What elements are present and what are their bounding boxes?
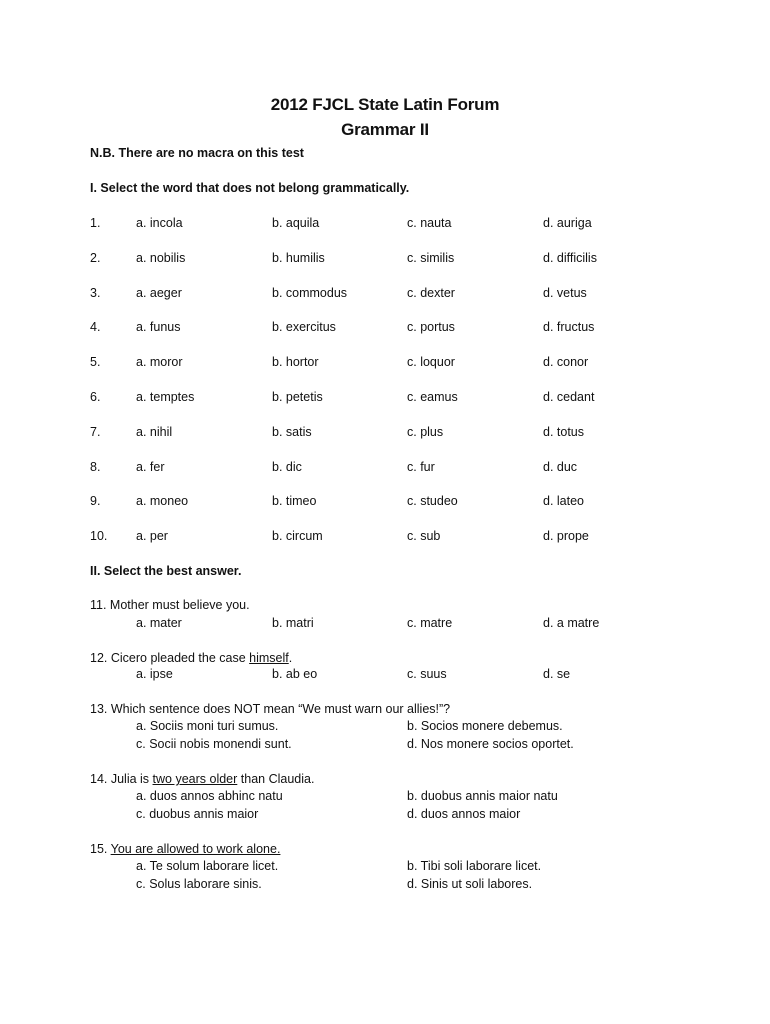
stem-text: 15. xyxy=(90,842,111,856)
option-d[interactable]: d. difficilis xyxy=(543,250,597,265)
question-number: 9. xyxy=(90,494,101,509)
option-b[interactable]: b. matri xyxy=(272,616,314,630)
option-d[interactable]: d. conor xyxy=(543,355,589,370)
stem-underlined: two years older xyxy=(152,772,238,786)
option-a[interactable]: a. Te solum laborare licet. xyxy=(136,859,279,873)
option-b[interactable]: b. ab eo xyxy=(272,667,318,681)
option-a[interactable]: a. Sociis moni turi sumus. xyxy=(136,719,279,733)
option-b[interactable]: b. timeo xyxy=(272,494,317,509)
option-d[interactable]: d. Sinis ut soli labores. xyxy=(407,877,533,891)
option-a[interactable]: a. moror xyxy=(136,355,183,370)
question-number: 2. xyxy=(90,250,101,265)
option-b[interactable]: b. Tibi soli laborare licet. xyxy=(407,859,542,873)
option-a[interactable]: a. per xyxy=(136,529,168,544)
option-a[interactable]: a. fer xyxy=(136,459,165,474)
question-number: 6. xyxy=(90,390,101,404)
option-c[interactable]: c. suus xyxy=(407,667,447,681)
option-c[interactable]: c. fur xyxy=(407,459,435,474)
option-c[interactable]: c. studeo xyxy=(407,494,458,509)
page-subtitle: Grammar II xyxy=(341,120,429,139)
option-d[interactable]: d. lateo xyxy=(543,494,585,509)
question-11-stem: 11. Mother must believe you. xyxy=(90,598,250,612)
option-d[interactable]: d. se xyxy=(543,667,571,681)
stem-text: 12. Cicero pleaded the case xyxy=(90,651,250,665)
option-d[interactable]: d. prope xyxy=(543,529,589,544)
question-number: 4. xyxy=(90,320,101,335)
question-12-options xyxy=(0,667,770,685)
stem-text-end: than Claudia. xyxy=(237,772,315,786)
question-15-stem xyxy=(90,842,280,856)
question-15-options-row1 xyxy=(0,859,770,877)
option-a[interactable]: a. temptes xyxy=(136,390,195,404)
option-c[interactable]: c. similis xyxy=(407,250,455,265)
option-c[interactable]: c. Socii nobis monendi sunt. xyxy=(136,737,292,751)
option-b[interactable]: b. dic xyxy=(272,459,302,474)
stem-underlined: You are allowed to work alone. xyxy=(110,842,281,856)
option-a[interactable]: a. funus xyxy=(136,320,181,335)
option-b[interactable]: b. hortor xyxy=(272,355,319,370)
question-12-stem xyxy=(90,651,292,665)
question-15-options-row2 xyxy=(0,877,770,895)
question-number: 3. xyxy=(90,285,101,300)
option-b[interactable]: b. aquila xyxy=(272,216,320,230)
option-c[interactable]: c. sub xyxy=(407,529,441,544)
question-number: 5. xyxy=(90,355,101,370)
question-number: 10. xyxy=(90,529,108,544)
question-13-options-row2 xyxy=(0,737,770,755)
option-c[interactable]: c. nauta xyxy=(407,216,452,230)
option-a[interactable]: a. aeger xyxy=(136,285,182,300)
question-14-options-row1 xyxy=(0,789,770,807)
option-b[interactable]: b. Socios monere debemus. xyxy=(407,719,563,733)
question-row xyxy=(0,494,770,512)
option-d[interactable]: d. cedant xyxy=(543,390,595,404)
question-row xyxy=(0,390,770,408)
question-row xyxy=(0,216,770,234)
option-d[interactable]: d. auriga xyxy=(543,216,592,230)
option-a[interactable]: a. nihil xyxy=(136,424,173,439)
question-row xyxy=(0,529,770,547)
option-c[interactable]: c. plus xyxy=(407,424,444,439)
option-a[interactable]: a. ipse xyxy=(136,667,173,681)
option-c[interactable]: c. duobus annis maior xyxy=(136,807,259,821)
question-row xyxy=(0,460,770,478)
question-13-options-row1 xyxy=(0,719,770,737)
option-a[interactable]: a. mater xyxy=(136,616,182,630)
option-c[interactable]: c. matre xyxy=(407,616,453,630)
option-c[interactable]: c. Solus laborare sinis. xyxy=(136,877,262,891)
question-13-stem: 13. Which sentence does NOT mean “We must warn our allies!”? xyxy=(90,702,451,716)
question-number: 1. xyxy=(90,216,101,230)
option-b[interactable]: b. duobus annis maior natu xyxy=(407,789,558,803)
option-d[interactable]: d. duos annos maior xyxy=(407,807,521,821)
option-d[interactable]: d. totus xyxy=(543,424,584,439)
option-c[interactable]: c. eamus xyxy=(407,390,458,404)
question-14-options-row2 xyxy=(0,807,770,825)
option-c[interactable]: c. dexter xyxy=(407,285,455,300)
option-b[interactable]: b. circum xyxy=(272,529,323,544)
option-b[interactable]: b. exercitus xyxy=(272,320,336,335)
stem-underlined: himself xyxy=(249,651,289,665)
question-number: 8. xyxy=(90,459,101,474)
question-row xyxy=(0,251,770,269)
option-a[interactable]: a. moneo xyxy=(136,494,189,509)
option-b[interactable]: b. humilis xyxy=(272,250,325,265)
option-b[interactable]: b. petetis xyxy=(272,390,323,404)
question-row xyxy=(0,425,770,443)
option-b[interactable]: b. commodus xyxy=(272,285,348,300)
option-a[interactable]: a. nobilis xyxy=(136,250,186,265)
option-b[interactable]: b. satis xyxy=(272,424,312,439)
question-row xyxy=(0,355,770,373)
note: N.B. There are no macra on this test xyxy=(90,146,304,160)
section1-heading: I. Select the word that does not belong grammatically. xyxy=(90,181,410,195)
question-row xyxy=(0,286,770,304)
option-d[interactable]: d. a matre xyxy=(543,616,600,630)
question-14-stem xyxy=(90,772,314,786)
section2-heading: II. Select the best answer. xyxy=(90,564,242,578)
question-11-options xyxy=(0,616,770,634)
option-d[interactable]: d. vetus xyxy=(543,285,587,300)
option-a[interactable]: a. duos annos abhinc natu xyxy=(136,789,283,803)
stem-text-end: . xyxy=(288,651,293,665)
option-c[interactable]: c. loquor xyxy=(407,355,455,370)
option-d[interactable]: d. fructus xyxy=(543,320,595,335)
option-d[interactable]: d. duc xyxy=(543,459,578,474)
option-c[interactable]: c. portus xyxy=(407,320,455,335)
question-row xyxy=(0,320,770,338)
question-number: 7. xyxy=(90,424,101,439)
page-title: 2012 FJCL State Latin Forum xyxy=(270,95,500,114)
option-a[interactable]: a. incola xyxy=(136,216,183,230)
stem-text: 14. Julia is xyxy=(90,772,153,786)
option-d[interactable]: d. Nos monere socios oportet. xyxy=(407,737,574,751)
